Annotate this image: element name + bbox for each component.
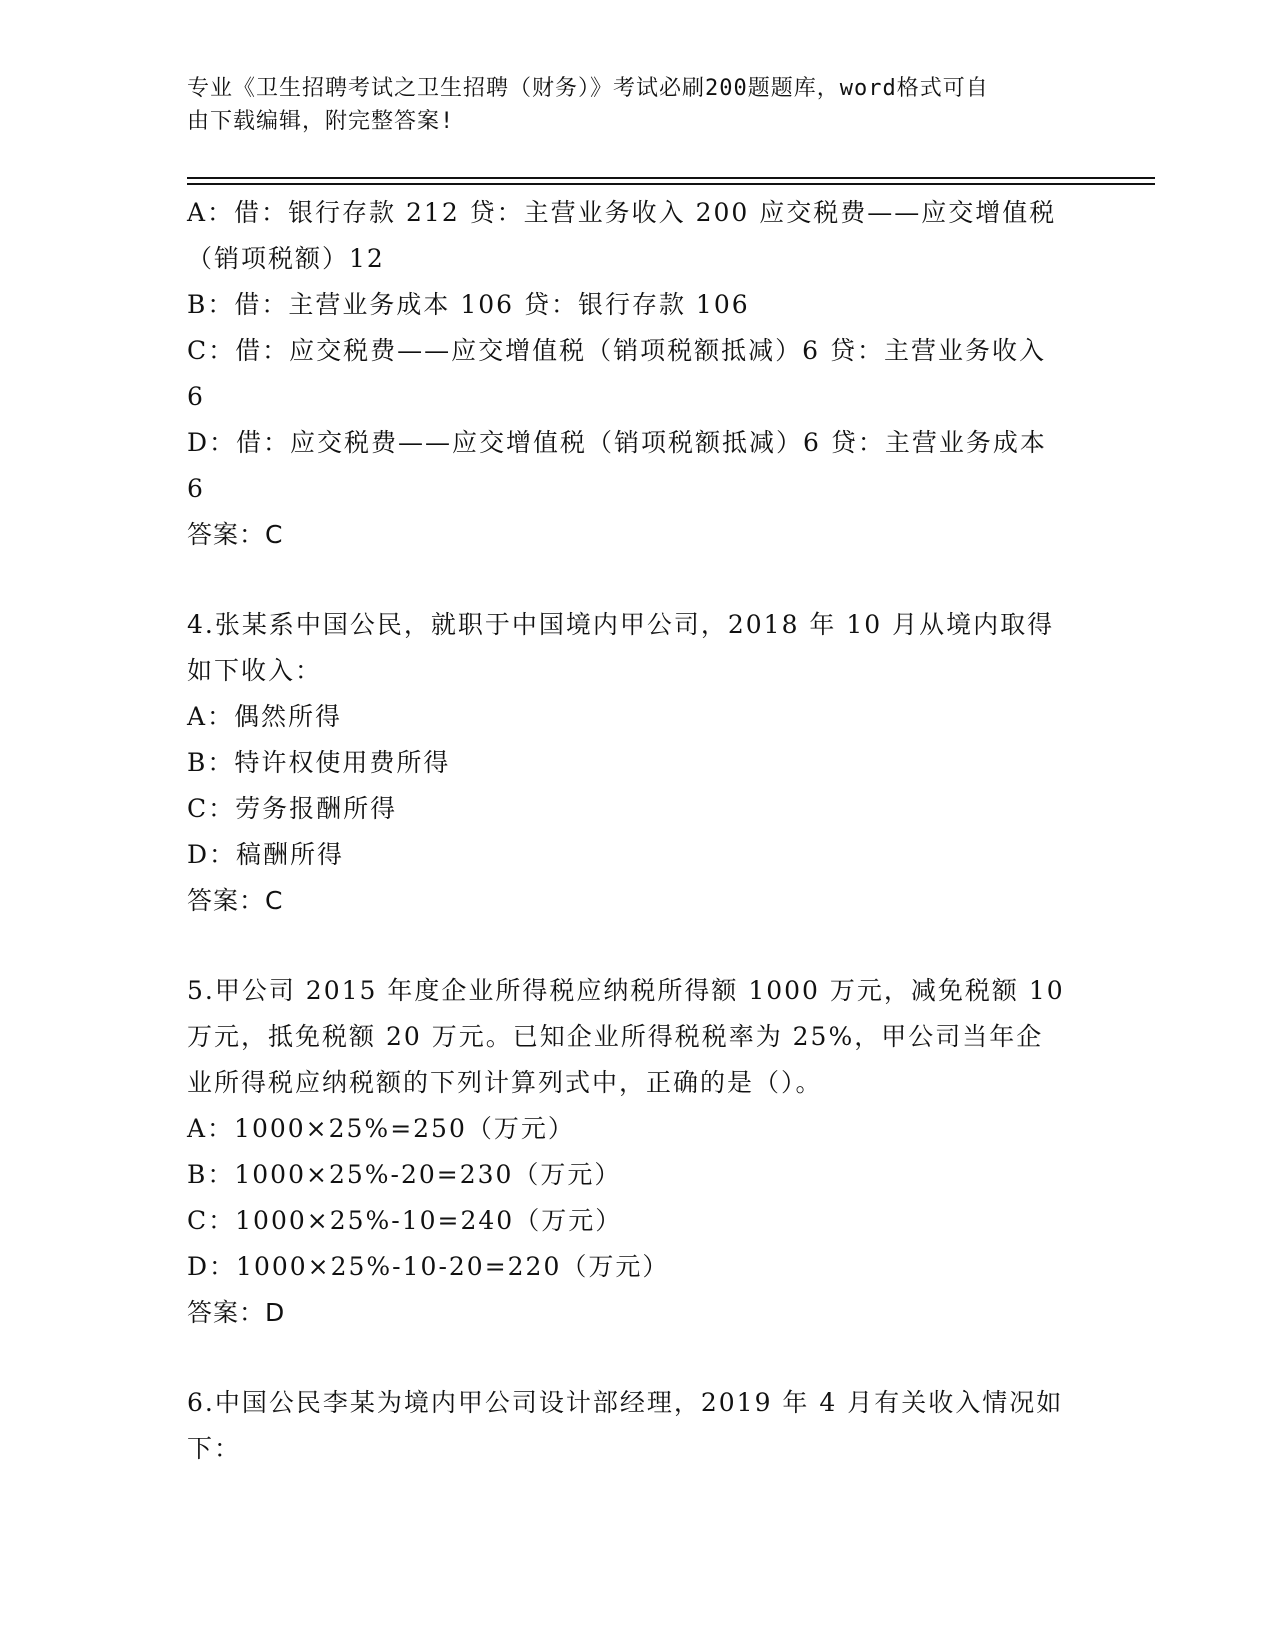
question-content (187, 190, 1075, 1472)
q5-option-b: B：1000×25%-20=230（万元） (187, 1160, 622, 1189)
spacer (187, 924, 1067, 968)
q5-option-a: A：1000×25%=250（万元） (187, 1114, 575, 1143)
q4-option-d: D：稿酬所得 (187, 840, 345, 869)
q5-option-c: C：1000×25%-10=240（万元） (187, 1206, 623, 1235)
q5-option-d: D：1000×25%-10-20=220（万元） (187, 1252, 670, 1281)
q4-option-c: C：劳务报酬所得 (187, 794, 398, 823)
question-5 (187, 968, 1075, 1336)
question-4 (187, 602, 1067, 924)
q5-answer: 答案：D (187, 1298, 286, 1327)
spacer (187, 558, 1067, 602)
q6-stem: 6.中国公民李某为境内甲公司设计部经理，2019 年 4 月有关收入情况如下： (187, 1388, 1064, 1463)
header-rule-bottom (187, 183, 1155, 185)
q3-option-d: D：借：应交税费——应交增值税（销项税额抵减）6 贷：主营业务成本 6 (187, 428, 1057, 503)
spacer (187, 1336, 1067, 1380)
header-rule-top (187, 177, 1155, 179)
q3-option-a: A：借：银行存款 212 贷：主营业务收入 200 应交税费——应交增值税（销项税额）12 (187, 198, 1057, 273)
q3-option-c: C：借：应交税费——应交增值税（销项税额抵减）6 贷：主营业务收入 6 (187, 336, 1056, 411)
q4-answer: 答案：C (187, 886, 284, 915)
question-3 (187, 190, 1067, 558)
header-line-2: 由下载编辑，附完整答案! (187, 109, 455, 134)
q3-option-b: B：借：主营业务成本 106 贷：银行存款 106 (187, 290, 750, 319)
document-header (187, 72, 1067, 138)
question-6 (187, 1380, 1067, 1472)
header-line-1: 专业《卫生招聘考试之卫生招聘（财务）》考试必刷200题题库，word格式可自 (187, 76, 989, 101)
q3-answer: 答案：C (187, 520, 284, 549)
q4-stem: 4.张某系中国公民，就职于中国境内甲公司，2018 年 10 月从境内取得如下收入： (187, 610, 1055, 685)
q4-option-b: B：特许权使用费所得 (187, 748, 451, 777)
q5-stem: 5.甲公司 2015 年度企业所得税应纳税所得额 1000 万元，减免税额 10 万元，抵免税额 20 万元。已知企业所得税税率为 25%，甲公司当年企业所得税应纳税额的下列计算列式中，正确的是（）。 (187, 976, 1075, 1097)
q4-option-a: A：偶然所得 (187, 702, 343, 731)
